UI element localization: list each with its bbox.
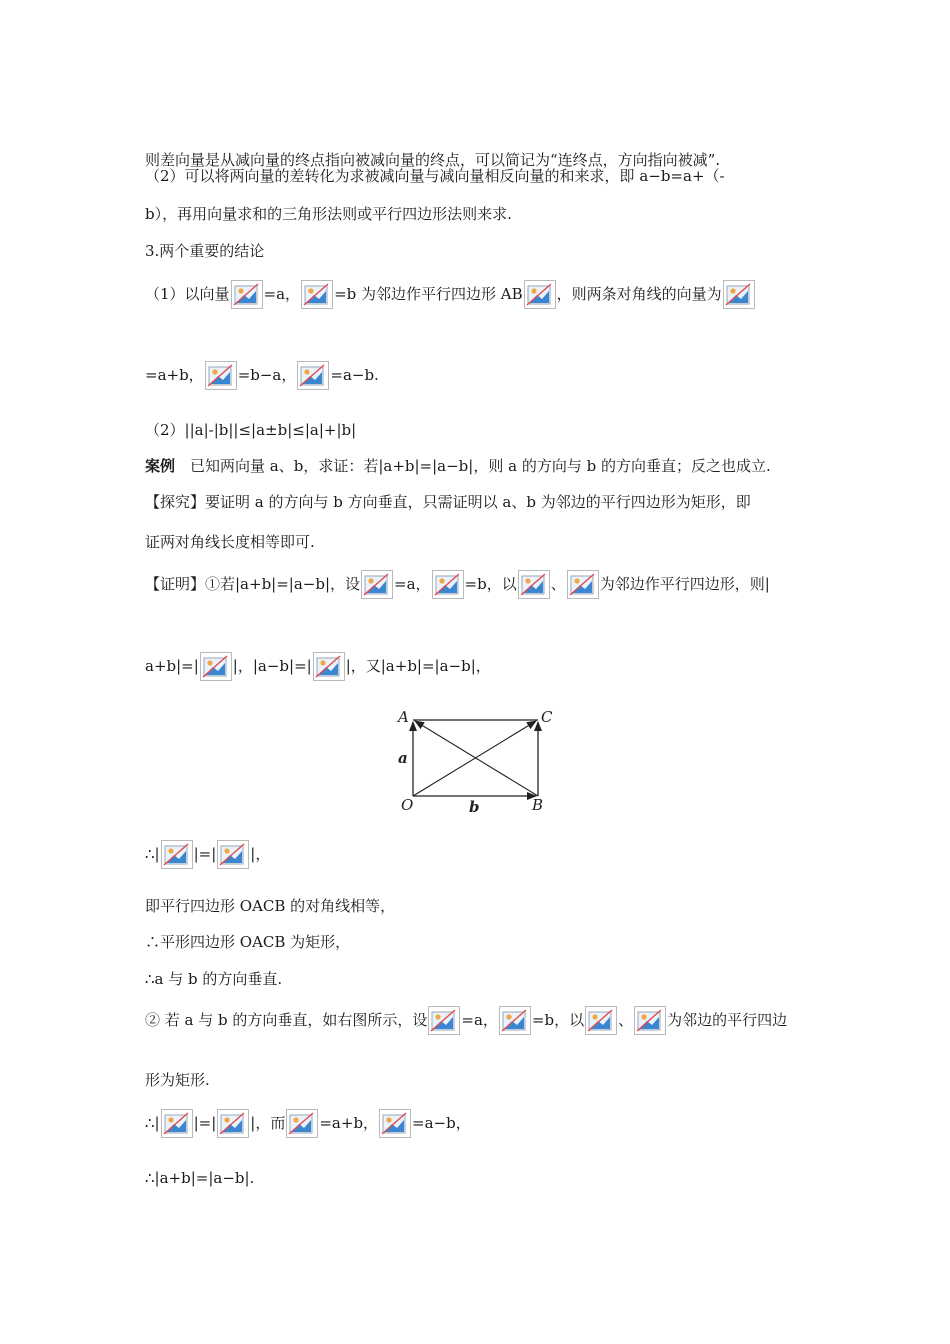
proof-line-2 <box>145 652 491 681</box>
text-span: =b，以 <box>531 1011 585 1029</box>
text-line-1: 则差向量是从减向量的终点指向被减向量的终点，可以简记为“连终点，方向指向被减”. <box>145 151 721 169</box>
broken-image-icon <box>161 840 193 869</box>
broken-image-icon <box>524 280 556 309</box>
broken-image-icon <box>432 570 464 599</box>
example-line <box>145 456 771 476</box>
example-label: 案例 <box>145 457 176 475</box>
text-line-18: 形为矩形. <box>145 1071 210 1089</box>
vector-rectangle-figure <box>395 700 565 818</box>
text-span: ，则两条对角线的向量为 <box>556 285 722 303</box>
text-span: |=| <box>193 1114 217 1132</box>
text-line-16: ∴a 与 b 的方向垂直. <box>145 970 283 988</box>
explore-line-2: 证两对角线长度相等即可. <box>145 533 315 551</box>
text-span: =b，以 <box>464 575 517 593</box>
broken-image-icon <box>518 570 550 599</box>
broken-image-icon <box>499 1006 531 1035</box>
text-line-15: ∴平形四边形 OACB 为矩形， <box>145 933 351 951</box>
text-span: =b 为邻边作平行四边形 AB <box>334 285 523 303</box>
diagonal-oc <box>413 721 536 796</box>
broken-image-icon <box>313 652 345 681</box>
text-span: |，而 <box>250 1114 286 1132</box>
label-a-point: A <box>398 708 409 726</box>
therefore-line-2 <box>145 1109 471 1138</box>
text-span: |=| <box>193 845 217 863</box>
text-line-3: b），再用向量求和的三角形法则或平行四边形法则来求. <box>145 205 512 223</box>
proof-line-3 <box>145 1006 787 1035</box>
text-line-2: （2）可以将两向量的差转化为求被减向量与减向量相反向量的和来求，即 a−b=a+（- <box>145 167 725 185</box>
text-span: =a， <box>394 575 431 593</box>
label-c-point: C <box>541 708 553 726</box>
text-span: =a+b， <box>319 1114 379 1132</box>
text-span: （1）以向量 <box>145 285 230 303</box>
text-span: 已知两向量 a、b，求证：若|a+b|=|a−b|，则 a 的方向与 b 的方向垂直；反之也成立. <box>175 457 771 475</box>
broken-image-icon <box>200 652 232 681</box>
broken-image-icon <box>161 1109 193 1138</box>
broken-image-icon <box>428 1006 460 1035</box>
label-b-point: B <box>532 796 544 814</box>
broken-image-icon <box>286 1109 318 1138</box>
text-span: =a+b， <box>145 366 204 384</box>
broken-image-icon <box>379 1109 411 1138</box>
inequality-line: （2）||a|-|b||≤|a±b|≤|a|+|b| <box>145 421 357 439</box>
text-span: =a−b， <box>412 1114 471 1132</box>
text-span: |，|a−b|=| <box>232 657 312 675</box>
broken-image-icon <box>205 361 237 390</box>
text-span: |，又|a+b|=|a−b|， <box>345 657 491 675</box>
text-span: |， <box>250 845 271 863</box>
broken-image-icon <box>217 1109 249 1138</box>
text-span: =b−a， <box>237 366 297 384</box>
text-span: =a， <box>461 1011 498 1029</box>
text-line-6 <box>145 361 379 390</box>
text-span: 为邻边的平行四边 <box>667 1011 788 1029</box>
broken-image-icon <box>301 280 333 309</box>
text-line-5 <box>145 280 756 309</box>
therefore-line-1 <box>145 840 270 869</box>
text-span: ∴| <box>145 845 160 863</box>
broken-image-icon <box>634 1006 666 1035</box>
label-a-vector: a <box>398 749 408 767</box>
explore-line-1: 【探究】要证明 a 的方向与 b 方向垂直，只需证明以 a、b 为邻边的平行四边形为矩形，即 <box>145 493 751 511</box>
label-o-point: O <box>401 796 414 814</box>
broken-image-icon <box>585 1006 617 1035</box>
label-b-vector: b <box>469 798 480 816</box>
text-span: =a， <box>263 285 301 303</box>
text-span: 为邻边作平行四边形，则| <box>599 575 770 593</box>
text-span: 、 <box>550 575 566 593</box>
text-span: a+b|=| <box>145 657 199 675</box>
conclusion-line: ∴|a+b|=|a−b|. <box>145 1169 255 1187</box>
text-line-14: 即平行四边形 OACB 的对角线相等， <box>145 897 396 915</box>
broken-image-icon <box>217 840 249 869</box>
broken-image-icon <box>297 361 329 390</box>
broken-image-icon <box>567 570 599 599</box>
broken-image-icon <box>361 570 393 599</box>
text-span: 【证明】①若|a+b|=|a−b|，设 <box>145 575 361 593</box>
section-heading: 3.两个重要的结论 <box>145 242 265 260</box>
diagonal-ba <box>415 721 538 796</box>
text-span: 、 <box>618 1011 634 1029</box>
broken-image-icon <box>231 280 263 309</box>
text-span: ∴| <box>145 1114 160 1132</box>
proof-line-1 <box>145 570 770 599</box>
text-span: =a−b. <box>330 366 379 384</box>
broken-image-icon <box>723 280 755 309</box>
text-span: ② 若 a 与 b 的方向垂直，如右图所示，设 <box>145 1011 428 1029</box>
